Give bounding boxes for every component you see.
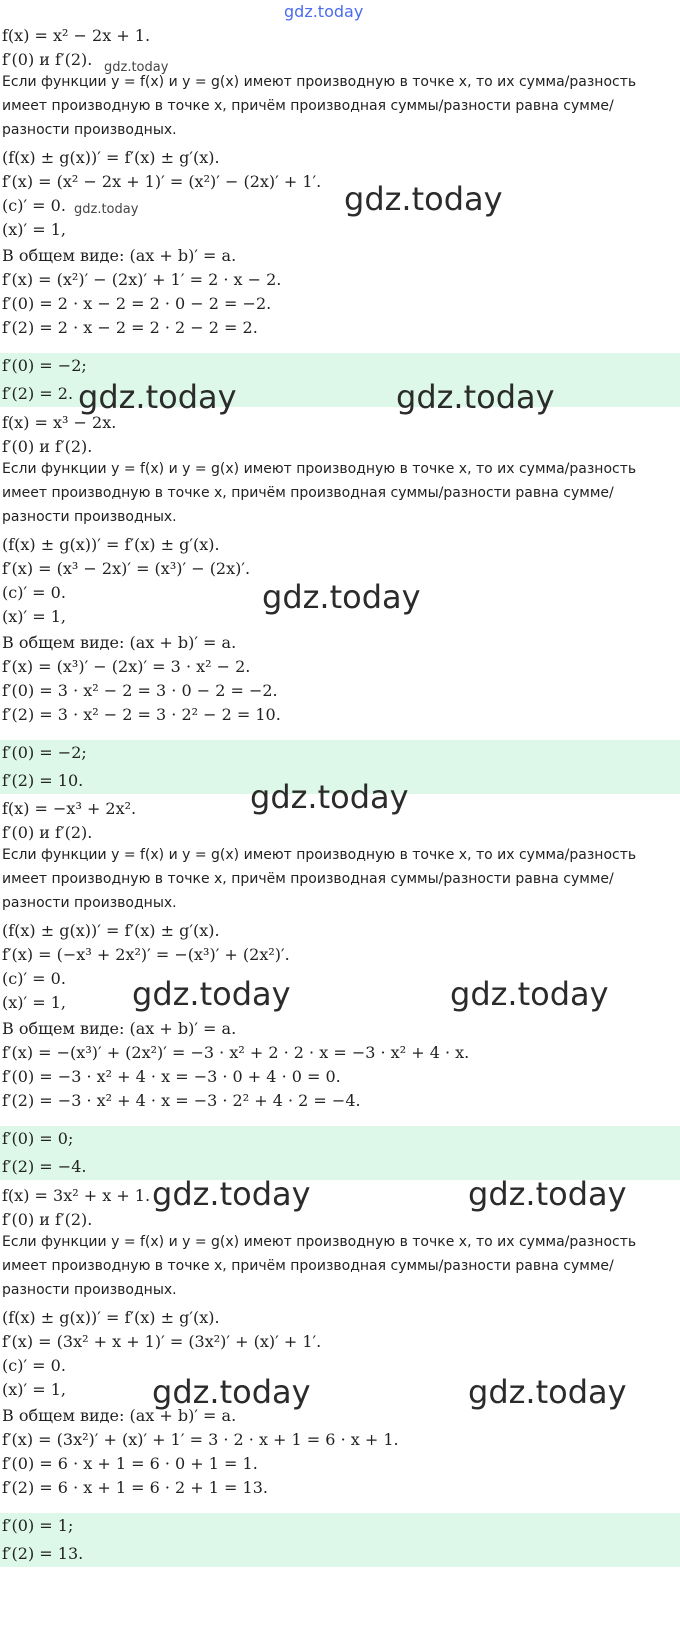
rule-line-3: разности производных. bbox=[2, 895, 177, 911]
answer-at-2: f′(2) = 2. bbox=[2, 384, 74, 403]
answer-box bbox=[0, 1513, 680, 1567]
linear-rule: В общем виде: (ax + b)′ = a. bbox=[2, 632, 237, 652]
sum-rule-formula: (f(x) ± g(x))′ = f′(x) ± g′(x). bbox=[2, 1307, 220, 1327]
value-at-2: f′(2) = 3 · x² − 2 = 3 · 2² − 2 = 10. bbox=[2, 704, 281, 724]
const-derivative: (c)′ = 0. bbox=[2, 196, 66, 215]
rule-line-3: разности производных. bbox=[2, 1281, 177, 1298]
rule-line-3: разности производных. bbox=[2, 508, 177, 525]
watermark: gdz.today bbox=[152, 1175, 311, 1213]
watermark: gdz.today bbox=[450, 975, 609, 1013]
function-line: f(x) = x² − 2x + 1. bbox=[2, 26, 151, 45]
value-at-2: f′(2) = −3 · x² + 4 · x = −3 · 2² + 4 · 2 = −4. bbox=[2, 1091, 361, 1110]
watermark: gdz.today bbox=[284, 2, 364, 21]
rule-line-1: Если функции y = f(x) и y = g(x) имеют производную в точке x, то их сумма/разность bbox=[2, 1233, 637, 1250]
linear-rule: В общем виде: (ax + b)′ = a. bbox=[2, 246, 237, 265]
rule-line-2: имеет производную в точке x, причём производная суммы/разности равна сумме/ bbox=[2, 871, 614, 887]
derivative-expansion: f′(x) = (x³ − 2x)′ = (x³)′ − (2x)′. bbox=[2, 558, 251, 578]
derivative-result: f′(x) = (x²)′ − (2x)′ + 1′ = 2 · x − 2. bbox=[2, 270, 282, 289]
value-at-0: f′(0) = −3 · x² + 4 · x = −3 · 0 + 4 · 0 = 0. bbox=[2, 1067, 341, 1086]
watermark: gdz.today bbox=[344, 180, 503, 218]
sum-rule-formula: (f(x) ± g(x))′ = f′(x) ± g′(x). bbox=[2, 148, 220, 167]
answer-box bbox=[0, 1126, 680, 1180]
value-at-0: f′(0) = 2 · x − 2 = 2 · 0 − 2 = −2. bbox=[2, 294, 272, 313]
const-derivative: (c)′ = 0. bbox=[2, 1355, 66, 1375]
watermark: gdz.today bbox=[468, 1373, 627, 1411]
const-derivative: (c)′ = 0. bbox=[2, 969, 66, 988]
function-line: f(x) = 3x² + x + 1. bbox=[2, 1185, 151, 1205]
rule-line-2: имеет производную в точке x, причём производная суммы/разности равна сумме/ bbox=[2, 1257, 614, 1274]
derivative-expansion: f′(x) = (−x³ + 2x²)′ = −(x³)′ + (2x²)′. bbox=[2, 945, 290, 964]
value-at-0: f′(0) = 3 · x² − 2 = 3 · 0 − 2 = −2. bbox=[2, 680, 278, 700]
answer-at-2: f′(2) = 13. bbox=[2, 1543, 84, 1563]
derivative-expansion: f′(x) = (x² − 2x + 1)′ = (x²)′ − (2x)′ + 1′. bbox=[2, 172, 322, 191]
sum-rule-formula: (f(x) ± g(x))′ = f′(x) ± g′(x). bbox=[2, 534, 220, 554]
x-derivative: (x)′ = 1, bbox=[2, 1379, 66, 1399]
answer-at-2: f′(2) = 10. bbox=[2, 770, 84, 790]
rule-line-3: разности производных. bbox=[2, 122, 177, 138]
function-line: f(x) = −x³ + 2x². bbox=[2, 799, 137, 818]
derivative-result: f′(x) = (x³)′ − (2x)′ = 3 · x² − 2. bbox=[2, 656, 251, 676]
x-derivative: (x)′ = 1, bbox=[2, 220, 66, 239]
watermark: gdz.today bbox=[396, 378, 555, 416]
derivative-result: f′(x) = −(x³)′ + (2x²)′ = −3 · x² + 2 · 2 · x = −3 · x² + 4 · x. bbox=[2, 1043, 470, 1062]
sum-rule-formula: (f(x) ± g(x))′ = f′(x) ± g′(x). bbox=[2, 921, 220, 940]
points-line: f′(0) и f′(2). bbox=[2, 50, 93, 69]
linear-rule: В общем виде: (ax + b)′ = a. bbox=[2, 1405, 237, 1425]
x-derivative: (x)′ = 1, bbox=[2, 606, 66, 626]
points-line: f′(0) и f′(2). bbox=[2, 1209, 93, 1229]
watermark: gdz.today bbox=[152, 1373, 311, 1411]
rule-line-1: Если функции y = f(x) и y = g(x) имеют производную в точке x, то их сумма/разность bbox=[2, 460, 637, 477]
watermark: gdz.today bbox=[262, 578, 421, 616]
value-at-2: f′(2) = 6 · x + 1 = 6 · 2 + 1 = 13. bbox=[2, 1477, 268, 1497]
rule-line-2: имеет производную в точке x, причём производная суммы/разности равна сумме/ bbox=[2, 98, 614, 114]
watermark: gdz.today bbox=[104, 60, 169, 75]
answer-at-0: f′(0) = 0; bbox=[2, 1129, 74, 1148]
value-at-2: f′(2) = 2 · x − 2 = 2 · 2 − 2 = 2. bbox=[2, 318, 258, 337]
derivative-result: f′(x) = (3x²)′ + (x)′ + 1′ = 3 · 2 · x + 1 = 6 · x + 1. bbox=[2, 1429, 399, 1449]
answer-at-0: f′(0) = −2; bbox=[2, 742, 87, 762]
value-at-0: f′(0) = 6 · x + 1 = 6 · 0 + 1 = 1. bbox=[2, 1453, 258, 1473]
answer-at-2: f′(2) = −4. bbox=[2, 1157, 87, 1176]
rule-line-2: имеет производную в точке x, причём производная суммы/разности равна сумме/ bbox=[2, 484, 614, 501]
rule-line-1: Если функции y = f(x) и y = g(x) имеют производную в точке x, то их сумма/разность bbox=[2, 847, 637, 863]
watermark: gdz.today bbox=[74, 202, 139, 217]
const-derivative: (c)′ = 0. bbox=[2, 582, 66, 602]
linear-rule: В общем виде: (ax + b)′ = a. bbox=[2, 1019, 237, 1038]
watermark: gdz.today bbox=[78, 378, 237, 416]
watermark: gdz.today bbox=[250, 778, 409, 816]
answer-at-0: f′(0) = −2; bbox=[2, 356, 87, 375]
derivative-expansion: f′(x) = (3x² + x + 1)′ = (3x²)′ + (x)′ + 1′. bbox=[2, 1331, 322, 1351]
function-line: f(x) = x³ − 2x. bbox=[2, 412, 117, 432]
watermark: gdz.today bbox=[468, 1175, 627, 1213]
rule-line-1: Если функции y = f(x) и y = g(x) имеют производную в точке x, то их сумма/разность bbox=[2, 74, 637, 90]
points-line: f′(0) и f′(2). bbox=[2, 823, 93, 842]
x-derivative: (x)′ = 1, bbox=[2, 993, 66, 1012]
points-line: f′(0) и f′(2). bbox=[2, 436, 93, 456]
watermark: gdz.today bbox=[132, 975, 291, 1013]
answer-at-0: f′(0) = 1; bbox=[2, 1515, 74, 1535]
